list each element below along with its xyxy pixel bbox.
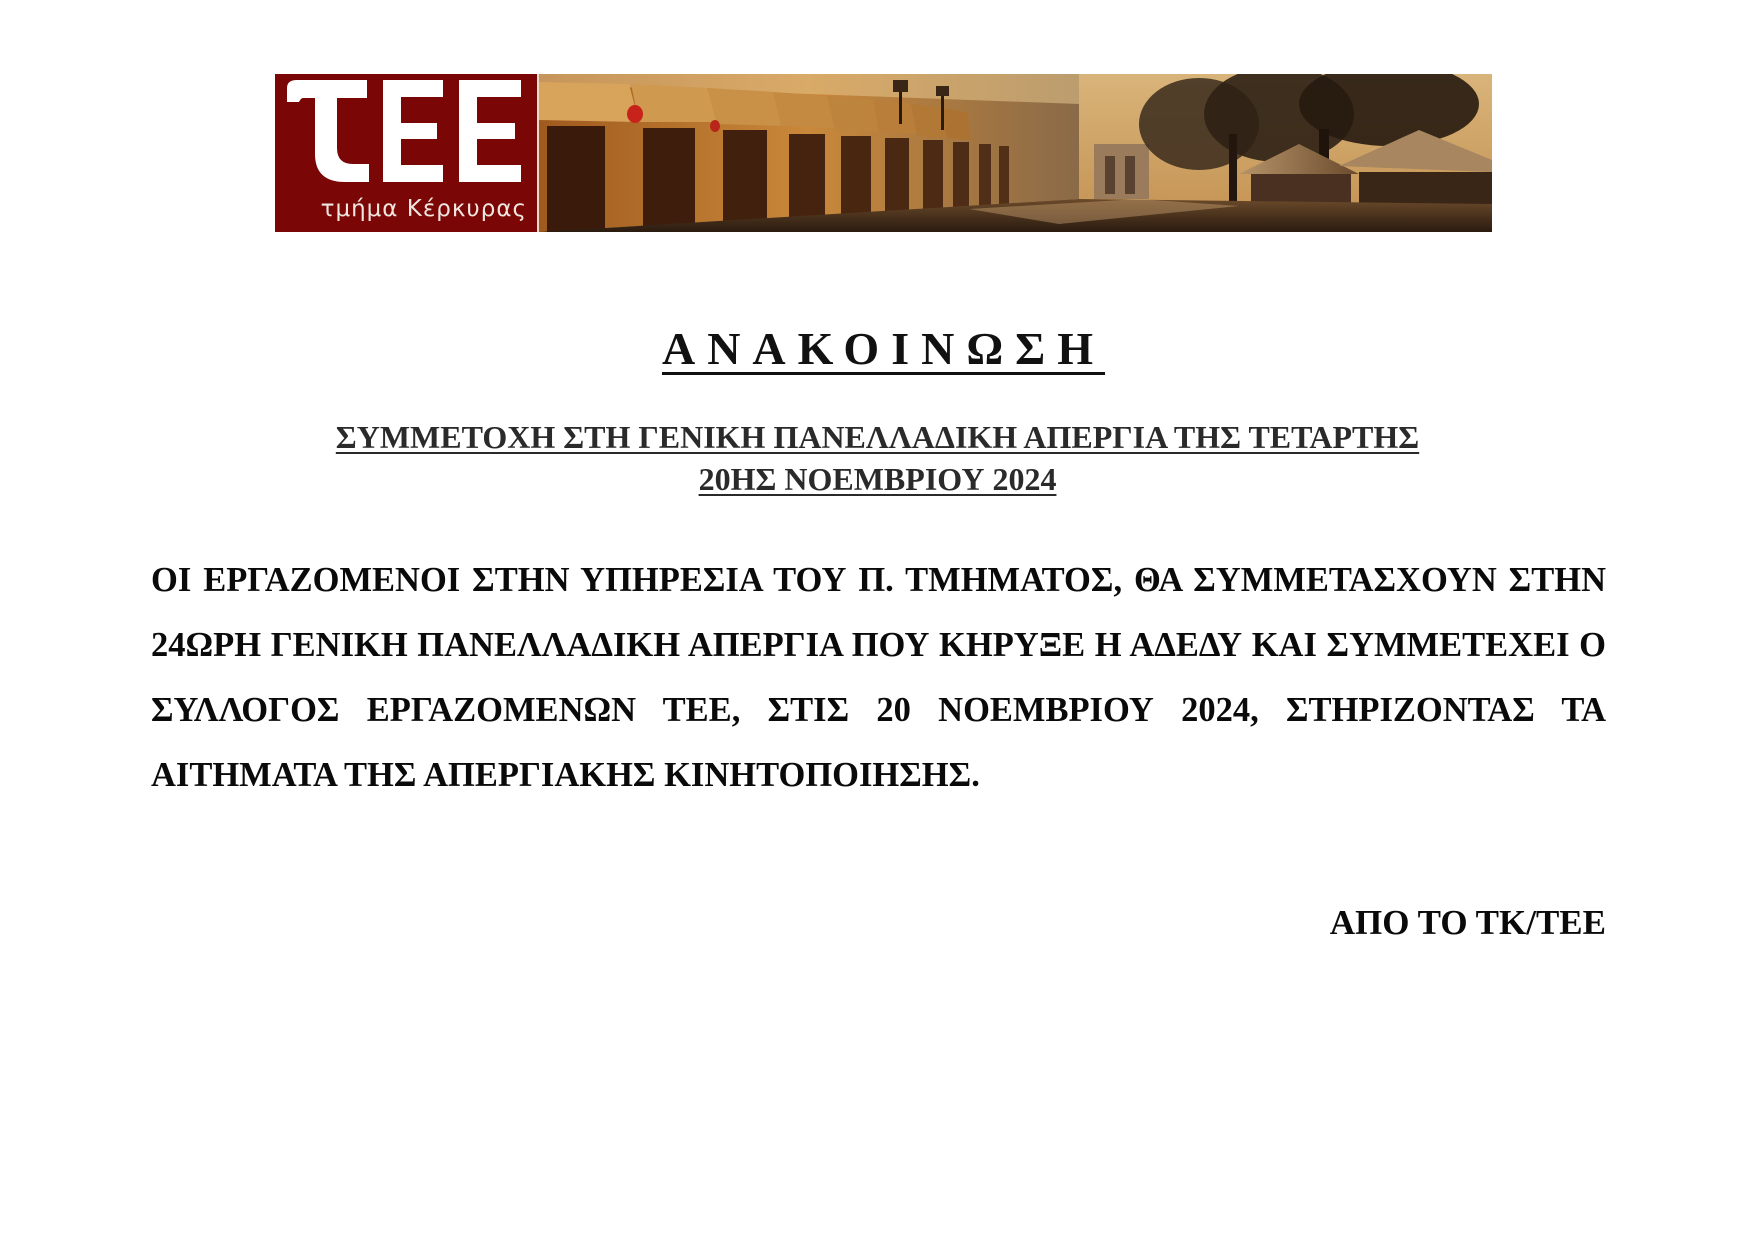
subtitle-line-2-text: 20ΗΣ ΝΟΕΜΒΡΙΟΥ 2024: [698, 461, 1057, 497]
subtitle-line-1-text: ΣΥΜΜΕΤΟΧΗ ΣΤΗ ΓΕΝΙΚΗ ΠΑΝΕΛΛΑΔΙΚΗ ΑΠΕΡΓΙΑ ΤΗΣ ΤΕΤΑΡΤΗΣ: [335, 419, 1420, 455]
corfu-liston-photo: [539, 74, 1492, 232]
subtitle-line-1: [0, 416, 1755, 458]
header-banner: [275, 74, 1492, 232]
logo-caption: τμήμα Κέρκυρας: [320, 196, 527, 222]
announcement-title-text: ΑΝΑΚΟΙΝΩΣΗ: [661, 323, 1106, 374]
announcement-body: ΟΙ ΕΡΓΑΖΟΜΕΝΟΙ ΣΤΗΝ ΥΠΗΡΕΣΙΑ ΤΟΥ Π. ΤΜΗΜΑΤΟΣ, ΘΑ ΣΥΜΜΕΤΑΣΧΟΥΝ ΣΤΗΝ 24ΩΡΗ ΓΕΝΙΚΗ ΠΑΝΕΛΛΑΔΙΚΗ ΑΠΕΡΓΙΑ ΠΟΥ ΚΗΡΥΞΕ Η ΑΔΕΔΥ ΚΑΙ ΣΥΜΜΕΤΕΧΕΙ Ο ΣΥΛΛΟΓΟΣ ΕΡΓΑΖΟΜΕΝΩΝ ΤΕΕ, ΣΤΙΣ 20 ΝΟΕΜΒΡΙΟΥ 2024, ΣΤΗΡΙΖΟΝΤΑΣ ΤΑ ΑΙΤΗΜΑΤΑ ΤΗΣ ΑΠΕΡΓΙΑΚΗΣ ΚΙΝΗΤΟΠΟΙΗΣΗΣ.: [151, 561, 1606, 794]
subtitle-line-2: [0, 458, 1755, 500]
tee-logo-mark: [281, 78, 531, 186]
tee-logo: [275, 74, 537, 232]
announcement-subtitle: [0, 416, 1755, 500]
announcement-signature: ΑΠΟ ΤΟ ΤΚ/ΤΕΕ: [1329, 903, 1606, 942]
announcement-title: [0, 322, 1755, 376]
